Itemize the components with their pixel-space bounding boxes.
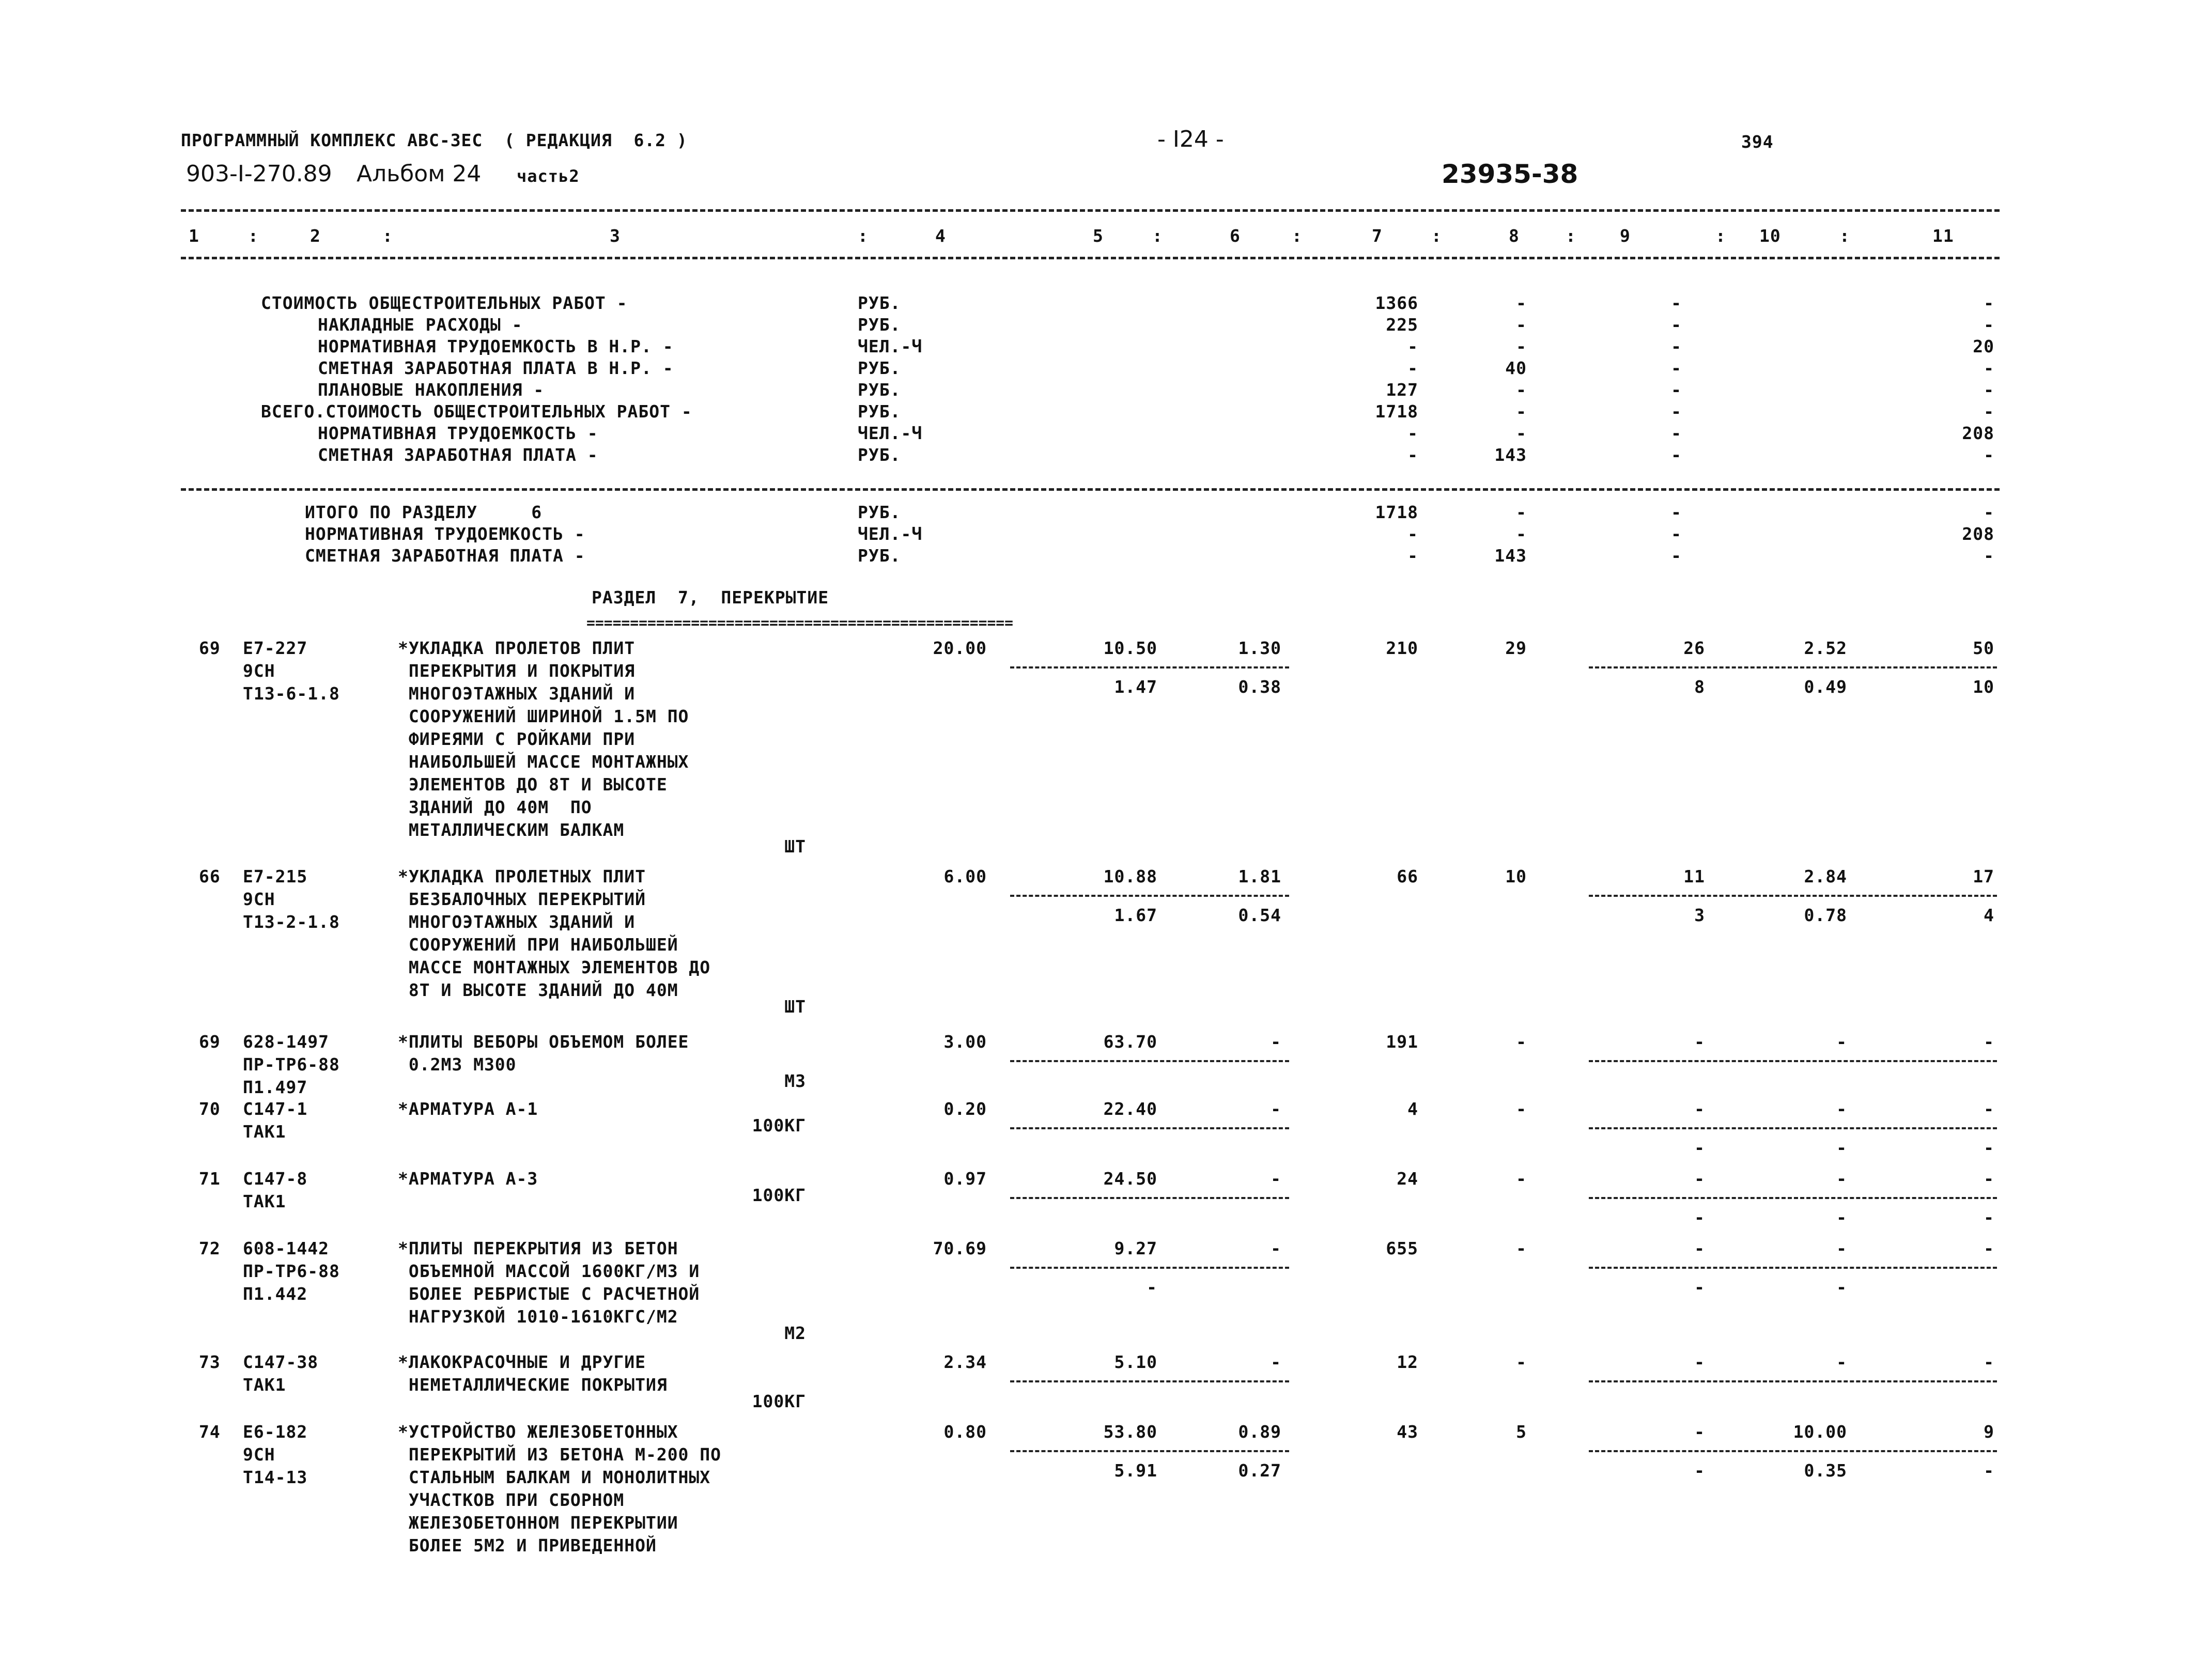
item-description: 0.2М3 М300 [398,1054,517,1075]
item-description: ПЕРЕКРЫТИЯ И ПОКРЫТИЯ [398,661,636,681]
item-labor-unit-sub: - [1836,1138,1847,1158]
item-labor-unit-sub: - [1836,1207,1847,1227]
album-label: Альбом 24 [357,161,482,187]
item-machines-sub: - [1694,1207,1705,1227]
item-price-wage: - [1271,1099,1281,1119]
item-total: 12 [1397,1352,1418,1372]
section-title: РАЗДЕЛ 7, ПЕРЕКРЫТИЕ [592,587,829,608]
item-number: 69 [199,638,221,658]
album-part: часть2 [517,166,580,186]
summary-c7: 1718 [1375,401,1418,422]
item-price: 5.10 [1114,1352,1157,1372]
summary-label: СМЕТНАЯ ЗАРАБОТНАЯ ПЛАТА В Н.Р. - [318,358,674,378]
item-quantity: 0.97 [943,1169,987,1189]
item-wage: 29 [1505,638,1527,658]
summary-c9: - [1671,336,1682,356]
item-description: БЕЗБАЛОЧНЫХ ПЕРЕКРЫТИЙ [398,889,646,909]
summary-label: ПЛАНОВЫЕ НАКОПЛЕНИЯ - [318,380,545,400]
item-machines: - [1694,1352,1705,1372]
item-quantity: 20.00 [933,638,987,658]
item-labor-unit-sub: 0.35 [1804,1460,1847,1481]
item-unit: 100КГ [752,1115,806,1135]
item-price-wage-sub: 0.27 [1238,1460,1281,1481]
item-total: 43 [1397,1422,1418,1442]
item-description: ОБЪЕМНОЙ МАССОЙ 1600КГ/М3 И [398,1261,700,1281]
item-labor-total-sub: - [1984,1460,1994,1481]
item-description: СООРУЖЕНИЙ ШИРИНОЙ 1.5М ПО [398,706,689,726]
summary-label: ВСЕГО.СТОИМОСТЬ ОБЩЕСТРОИТЕЛЬНЫХ РАБОТ - [261,401,692,422]
summary-c9: - [1671,380,1682,400]
item-labor-unit: - [1836,1352,1847,1372]
item-code: 608-1442 [243,1238,329,1258]
section-title-underline: ================================================= [586,614,1014,631]
item-machines-sub: 8 [1694,677,1705,697]
item-description: БОЛЕЕ РЕБРИСТЫЕ С РАСЧЕТНОЙ [398,1284,700,1304]
summary-c8: - [1516,293,1527,313]
summary-divider [181,488,2000,491]
summary-c8: - [1516,423,1527,443]
item-price-wage-sub: 0.54 [1238,905,1281,925]
doc-code: 903-I-270.89 [186,161,332,187]
item-code: Е7-227 [243,638,308,658]
item-price: 10.50 [1103,638,1157,658]
summary-c11: - [1984,380,1994,400]
item-description: НАГРУЗКОЙ 1010-1610КГС/М2 [398,1306,678,1327]
item-price: 9.27 [1114,1238,1157,1258]
item-wage: - [1516,1032,1527,1052]
column-number-6: 6 [1230,226,1241,246]
item-price-divider [1010,1127,1289,1129]
summary-c11: - [1984,401,1994,422]
item-machines-sub: - [1694,1277,1705,1297]
item-labor-total: - [1984,1352,1994,1372]
item-description: ФИРЕЯМИ С РОЙКАМИ ПРИ [398,729,636,749]
item-total: 191 [1386,1032,1418,1052]
summary-unit: ЧЕЛ.-Ч [858,336,923,356]
item-price-divider [1010,1060,1289,1062]
item-labor-total: - [1984,1032,1994,1052]
item-labor-total: 9 [1984,1422,1994,1442]
summary-c7: 127 [1386,380,1418,400]
column-number-3: 3 [610,226,621,246]
item-labor-unit: 10.00 [1793,1422,1847,1442]
total-c8: - [1516,502,1527,522]
summary-c9: - [1671,315,1682,335]
item-quantity: 70.69 [933,1238,987,1258]
column-separator: : [1839,226,1850,246]
item-description: *УКЛАДКА ПРОЛЕТОВ ПЛИТ [398,638,636,658]
program-header: ПРОГРАММНЫЙ КОМПЛЕКС АВС-ЗЕС ( РЕДАКЦИЯ 6.2 ) [181,130,688,150]
item-labor-unit-sub: - [1836,1277,1847,1297]
item-labor-divider [1589,1197,1997,1199]
item-price: 63.70 [1103,1032,1157,1052]
item-price: 10.88 [1103,866,1157,886]
summary-c11: 208 [1962,423,1994,443]
column-number-2: 2 [310,226,321,246]
summary-c9: - [1671,445,1682,465]
item-labor-unit: 2.84 [1804,866,1847,886]
item-machines: - [1694,1032,1705,1052]
summary-unit: РУБ. [858,293,901,313]
item-price: 22.40 [1103,1099,1157,1119]
item-code: 9СН [243,889,275,909]
item-number: 66 [199,866,221,886]
summary-c7: - [1407,423,1418,443]
summary-unit: РУБ. [858,380,901,400]
item-labor-unit: - [1836,1032,1847,1052]
item-labor-divider [1589,1127,1997,1129]
item-description: *ПЛИТЫ ПЕРЕКРЫТИЯ ИЗ БЕТОН [398,1238,678,1258]
item-description: СООРУЖЕНИЙ ПРИ НАИБОЛЬШЕЙ [398,935,678,955]
item-code: Е6-182 [243,1422,308,1442]
item-number: 72 [199,1238,221,1258]
item-code: Т13-2-1.8 [243,912,340,932]
column-separator: : [1566,226,1576,246]
item-description: НЕМЕТАЛЛИЧЕСКИЕ ПОКРЫТИЯ [398,1375,668,1395]
item-description: ЗДАНИЙ ДО 40М ПО [398,797,592,817]
item-code: ТАК1 [243,1122,286,1142]
item-machines: - [1694,1099,1705,1119]
summary-c11: - [1984,445,1994,465]
item-number: 71 [199,1169,221,1189]
summary-c7: 1366 [1375,293,1418,313]
item-code: П1.497 [243,1077,308,1097]
item-total: 24 [1397,1169,1418,1189]
column-number-4: 4 [935,226,946,246]
item-labor-unit: - [1836,1238,1847,1258]
item-code: Т13-6-1.8 [243,683,340,704]
item-code: 628-1497 [243,1032,329,1052]
item-quantity: 0.80 [943,1422,987,1442]
item-code: ТАК1 [243,1375,286,1395]
summary-unit: РУБ. [858,401,901,422]
summary-c8: 40 [1505,358,1527,378]
column-number-7: 7 [1372,226,1383,246]
item-description: МАССЕ МОНТАЖНЫХ ЭЛЕМЕНТОВ ДО [398,957,711,977]
item-labor-total-sub: - [1984,1207,1994,1227]
item-unit: ШТ [784,836,806,857]
item-description: *ПЛИТЫ ВЕБОРЫ ОБЪЕМОМ БОЛЕЕ [398,1032,689,1052]
item-labor-divider [1589,895,1997,897]
item-description: НАИБОЛЬШЕЙ МАССЕ МОНТАЖНЫХ [398,752,689,772]
item-price-divider [1010,666,1289,668]
column-separator: : [382,226,393,246]
item-wage: - [1516,1169,1527,1189]
item-machines: 26 [1683,638,1705,658]
summary-c8: - [1516,336,1527,356]
total-c9: - [1671,546,1682,566]
summary-c8: - [1516,401,1527,422]
item-price: 53.80 [1103,1422,1157,1442]
item-labor-unit: - [1836,1099,1847,1119]
item-description: ЖЕЛЕЗОБЕТОННОМ ПЕРЕКРЫТИИ [398,1513,678,1533]
total-unit: ЧЕЛ.-Ч [858,524,923,544]
column-separator: : [1152,226,1163,246]
item-price: 24.50 [1103,1169,1157,1189]
item-machines: 11 [1683,866,1705,886]
column-number-11: 11 [1932,226,1954,246]
item-price-sub: 1.67 [1114,905,1157,925]
column-number-8: 8 [1509,226,1520,246]
total-c8: - [1516,524,1527,544]
item-labor-unit-sub: 0.78 [1804,905,1847,925]
item-code: ТАК1 [243,1191,286,1211]
item-quantity: 2.34 [943,1352,987,1372]
item-labor-total: 50 [1973,638,1994,658]
item-code: П1.442 [243,1284,308,1304]
item-price-wage: - [1271,1032,1281,1052]
summary-label: СТОИМОСТЬ ОБЩЕСТРОИТЕЛЬНЫХ РАБОТ - [261,293,628,313]
total-unit: РУБ. [858,502,901,522]
item-price-sub: - [1147,1277,1157,1297]
item-description: *АРМАТУРА А-1 [398,1099,538,1119]
summary-c11: - [1984,293,1994,313]
item-total: 4 [1407,1099,1418,1119]
item-number: 73 [199,1352,221,1372]
column-number-9: 9 [1620,226,1631,246]
item-code: Е7-215 [243,866,308,886]
item-quantity: 3.00 [943,1032,987,1052]
item-labor-total-sub: 10 [1973,677,1994,697]
total-c9: - [1671,502,1682,522]
item-price-divider [1010,1450,1289,1452]
summary-c8: - [1516,315,1527,335]
item-unit: М3 [784,1071,806,1091]
summary-c11: - [1984,358,1994,378]
summary-c7: - [1407,445,1418,465]
item-machines: - [1694,1238,1705,1258]
item-code: 9СН [243,1444,275,1465]
summary-c8: - [1516,380,1527,400]
item-labor-total: - [1984,1169,1994,1189]
item-number: 70 [199,1099,221,1119]
item-labor-total: - [1984,1238,1994,1258]
item-description: *ЛАКОКРАСОЧНЫЕ И ДРУГИЕ [398,1352,646,1372]
column-separator: : [1292,226,1303,246]
summary-c9: - [1671,423,1682,443]
summary-c7: - [1407,358,1418,378]
item-description: 8Т И ВЫСОТЕ ЗДАНИЙ ДО 40М [398,980,678,1000]
summary-c11: 20 [1973,336,1994,356]
item-description: УЧАСТКОВ ПРИ СБОРНОМ [398,1490,625,1510]
column-number-10: 10 [1759,226,1781,246]
item-code: ПР-ТР6-88 [243,1261,340,1281]
column-separator: : [858,226,869,246]
total-c7: 1718 [1375,502,1418,522]
item-machines-sub: - [1694,1460,1705,1481]
item-labor-unit-sub: 0.49 [1804,677,1847,697]
item-wage: - [1516,1238,1527,1258]
summary-c9: - [1671,358,1682,378]
summary-label: НОРМАТИВНАЯ ТРУДОЕМКОСТЬ В Н.Р. - [318,336,674,356]
column-separator: : [1431,226,1442,246]
header-bottom-rule [181,257,2000,259]
item-price-wage: 0.89 [1238,1422,1281,1442]
item-description: МЕТАЛЛИЧЕСКИМ БАЛКАМ [398,820,625,840]
item-price-divider [1010,895,1289,897]
item-code: С147-38 [243,1352,319,1372]
total-unit: РУБ. [858,546,901,566]
total-c8: 143 [1494,546,1527,566]
total-c11: - [1984,502,1994,522]
item-labor-divider [1589,666,1997,668]
total-c9: - [1671,524,1682,544]
item-price-divider [1010,1197,1289,1199]
item-labor-total-sub: 4 [1984,905,1994,925]
column-separator: : [248,226,259,246]
summary-unit: РУБ. [858,358,901,378]
item-wage: - [1516,1099,1527,1119]
item-description: *АРМАТУРА А-3 [398,1169,538,1189]
item-wage: 10 [1505,866,1527,886]
total-c11: - [1984,546,1994,566]
summary-c7: - [1407,336,1418,356]
item-description: МНОГОЭТАЖНЫХ ЗДАНИЙ И [398,912,636,932]
item-description: БОЛЕЕ 5М2 И ПРИВЕДЕННОЙ [398,1535,657,1555]
item-description: МНОГОЭТАЖНЫХ ЗДАНИЙ И [398,683,636,704]
item-wage: - [1516,1352,1527,1372]
item-price-divider [1010,1267,1289,1269]
item-labor-divider [1589,1267,1997,1269]
item-code: Т14-13 [243,1467,308,1487]
summary-unit: РУБ. [858,445,901,465]
summary-c11: - [1984,315,1994,335]
summary-c8: 143 [1494,445,1527,465]
page-number: - I24 - [1157,126,1224,152]
item-number: 74 [199,1422,221,1442]
summary-label: НОРМАТИВНАЯ ТРУДОЕМКОСТЬ - [318,423,598,443]
item-price-wage: 1.81 [1238,866,1281,886]
item-labor-divider [1589,1060,1997,1062]
item-description: *УКЛАДКА ПРОЛЕТНЫХ ПЛИТ [398,866,646,886]
item-number: 69 [199,1032,221,1052]
header-top-rule [181,209,2000,212]
total-label: ИТОГО ПО РАЗДЕЛУ 6 [305,502,543,522]
column-number-5: 5 [1093,226,1104,246]
summary-label: НАКЛАДНЫЕ РАСХОДЫ - [318,315,523,335]
item-code: С147-8 [243,1169,308,1189]
item-machines: - [1694,1169,1705,1189]
total-label: СМЕТНАЯ ЗАРАБОТНАЯ ПЛАТА - [305,546,585,566]
item-labor-divider [1589,1450,1997,1452]
item-price-wage: - [1271,1352,1281,1372]
item-price-sub: 1.47 [1114,677,1157,697]
item-total: 655 [1386,1238,1418,1258]
summary-unit: РУБ. [858,315,901,335]
item-labor-total: 17 [1973,866,1994,886]
item-labor-unit: - [1836,1169,1847,1189]
item-description: *УСТРОЙСТВО ЖЕЛЕЗОБЕТОННЫХ [398,1422,678,1442]
item-total: 66 [1397,866,1418,886]
item-quantity: 6.00 [943,866,987,886]
summary-c9: - [1671,293,1682,313]
total-c7: - [1407,524,1418,544]
item-price-wage: - [1271,1169,1281,1189]
total-label: НОРМАТИВНАЯ ТРУДОЕМКОСТЬ - [305,524,585,544]
item-labor-total-sub: - [1984,1138,1994,1158]
item-description: ПЕРЕКРЫТИЙ ИЗ БЕТОНА М-200 ПО [398,1444,722,1465]
item-description: СТАЛЬНЫМ БАЛКАМ И МОНОЛИТНЫХ [398,1467,711,1487]
total-c11: 208 [1962,524,1994,544]
item-code: С147-1 [243,1099,308,1119]
item-labor-divider [1589,1380,1997,1382]
item-machines-sub: 3 [1694,905,1705,925]
item-unit: М2 [784,1323,806,1343]
item-price-divider [1010,1380,1289,1382]
item-unit: ШТ [784,997,806,1017]
item-wage: 5 [1516,1422,1527,1442]
item-code: 9СН [243,661,275,681]
item-price-wage: 1.30 [1238,638,1281,658]
item-machines: - [1694,1422,1705,1442]
project-number: 23935-38 [1442,159,1578,189]
item-unit: 100КГ [752,1391,806,1411]
column-separator: : [1715,226,1726,246]
summary-c7: 225 [1386,315,1418,335]
item-unit: 100КГ [752,1185,806,1205]
item-description: ЭЛЕМЕНТОВ ДО 8Т И ВЫСОТЕ [398,774,668,795]
total-c7: - [1407,546,1418,566]
item-machines-sub: - [1694,1138,1705,1158]
item-price-sub: 5.91 [1114,1460,1157,1481]
summary-unit: ЧЕЛ.-Ч [858,423,923,443]
item-price-wage: - [1271,1238,1281,1258]
sheet-number: 394 [1741,132,1774,152]
item-labor-total: - [1984,1099,1994,1119]
item-code: ПР-ТР6-88 [243,1054,340,1075]
item-price-wage-sub: 0.38 [1238,677,1281,697]
column-number-1: 1 [189,226,199,246]
item-labor-unit: 2.52 [1804,638,1847,658]
summary-c9: - [1671,401,1682,422]
summary-label: СМЕТНАЯ ЗАРАБОТНАЯ ПЛАТА - [318,445,598,465]
item-total: 210 [1386,638,1418,658]
item-quantity: 0.20 [943,1099,987,1119]
